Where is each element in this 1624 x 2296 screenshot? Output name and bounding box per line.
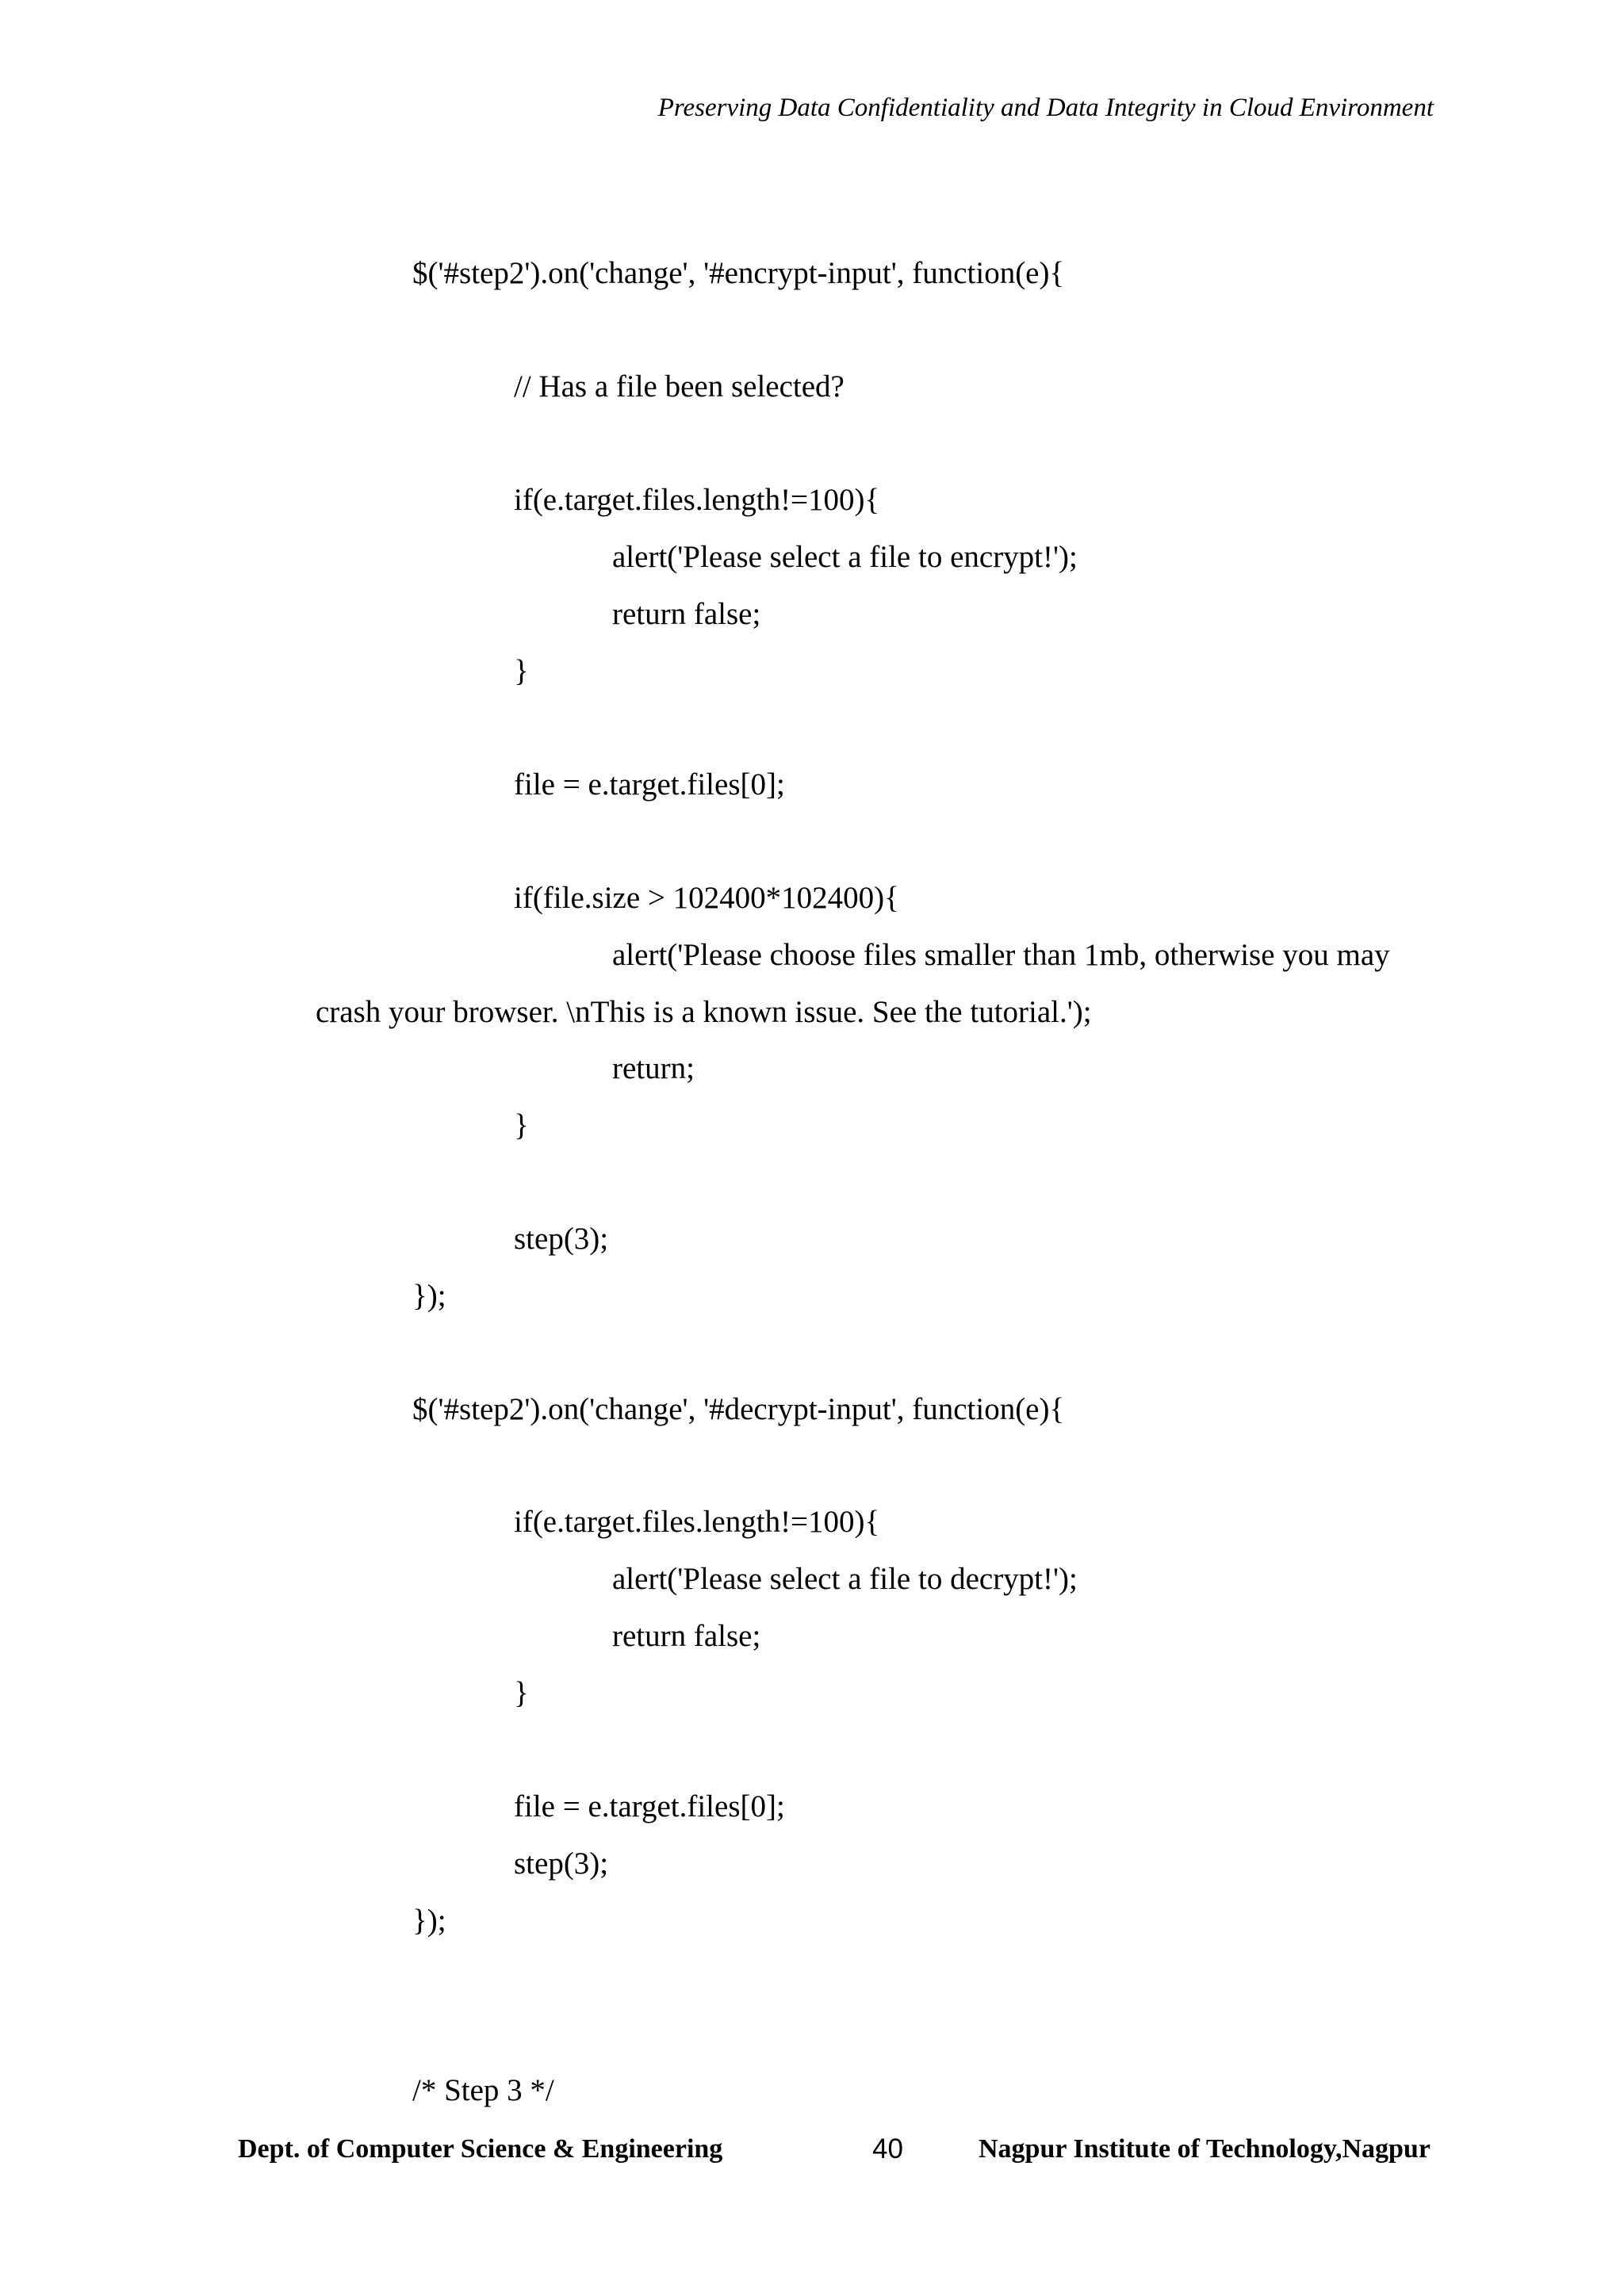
code-line: file = e.target.files[0]; [514, 1789, 785, 1823]
code-line: } [514, 654, 529, 688]
code-line: return false; [612, 597, 761, 631]
code-line: if(e.target.files.length!=100){ [514, 483, 880, 517]
code-line: // Has a file been selected? [514, 369, 845, 404]
page-header: Preserving Data Confidentiality and Data Integrity in Cloud Environment [657, 94, 1434, 122]
code-line: }); [412, 1904, 446, 1938]
code-line: /* Step 3 */ [412, 2073, 554, 2107]
code-line: alert('Please select a file to encrypt!'); [612, 540, 1078, 574]
code-line: return; [612, 1051, 695, 1085]
code-line: file = e.target.files[0]; [514, 767, 785, 802]
code-line: if(e.target.files.length!=100){ [514, 1505, 880, 1539]
code-line: crash your browser. \nThis is a known issue. See the tutorial.'); [316, 995, 1092, 1029]
code-line: step(3); [514, 1222, 609, 1256]
code-line: alert('Please select a file to decrypt!'); [612, 1562, 1078, 1596]
code-line: } [514, 1676, 529, 1710]
code-line: $('#step2').on('change', '#decrypt-input', function(e){ [412, 1392, 1065, 1426]
code-line: }); [412, 1279, 446, 1313]
page-number: 40 [872, 2133, 903, 2164]
code-line: return false; [612, 1619, 761, 1653]
footer-department: Dept. of Computer Science & Engineering [238, 2134, 723, 2164]
code-line: step(3); [514, 1846, 609, 1881]
code-line: alert('Please choose files smaller than 1mb, otherwise you may [612, 938, 1390, 972]
code-line: } [514, 1108, 529, 1142]
code-line: if(file.size > 102400*102400){ [514, 881, 899, 915]
code-line: $('#step2').on('change', '#encrypt-input', function(e){ [412, 256, 1065, 290]
footer-institute: Nagpur Institute of Technology,Nagpur [979, 2134, 1431, 2164]
